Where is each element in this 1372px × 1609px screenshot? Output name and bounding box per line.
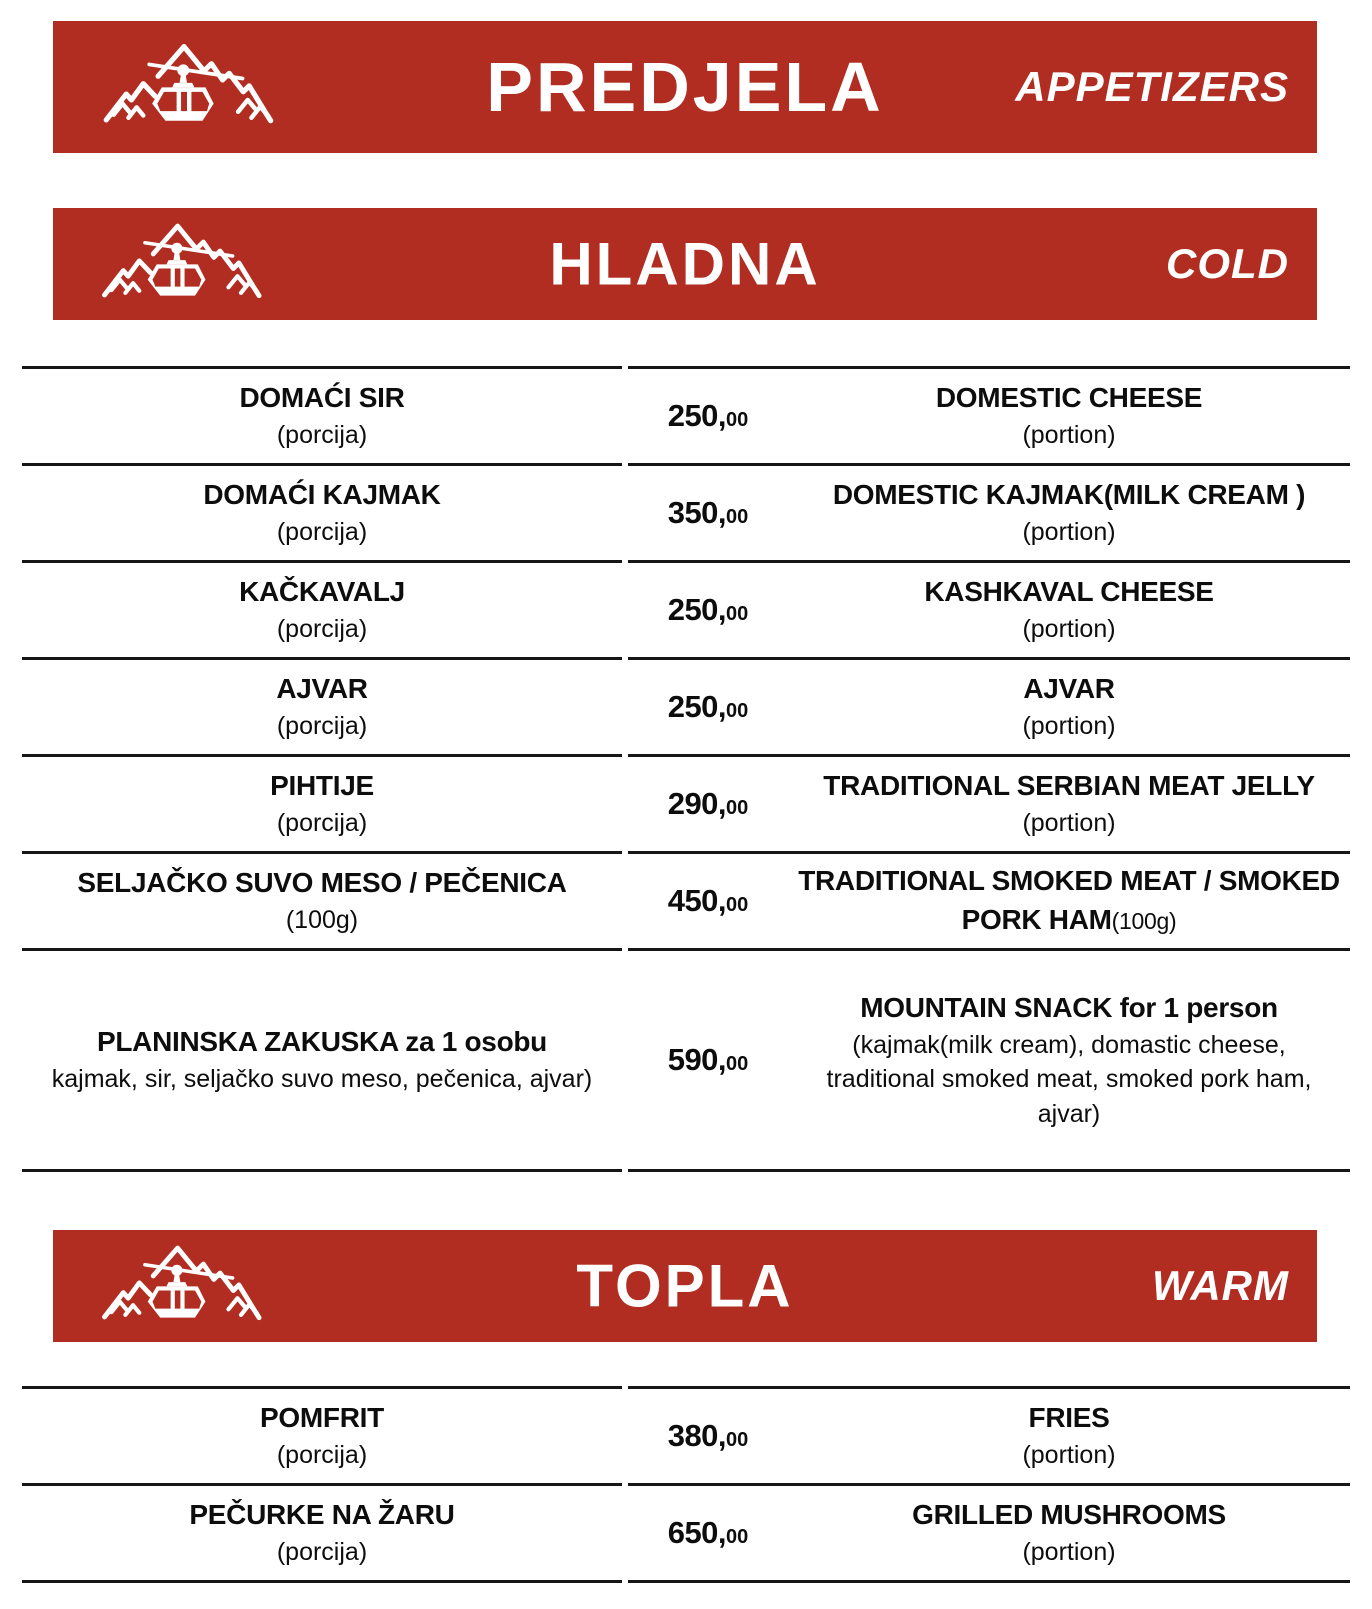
- item-weight-note: (100g): [1111, 908, 1177, 934]
- price-english-cell-group: [628, 466, 1350, 563]
- item-serbian-cell: [22, 854, 622, 951]
- item-name-english: TRADITIONAL SERBIAN MEAT JELLY: [823, 770, 1315, 802]
- item-price: 350,00: [667, 495, 749, 530]
- item-description-serbian: (porcija): [276, 615, 368, 644]
- item-name-serbian: PIHTIJE: [270, 770, 374, 802]
- item-description-serbian: (porcija): [276, 809, 368, 838]
- cable-car-logo: [73, 1239, 285, 1333]
- cable-car-logo: [73, 217, 285, 311]
- item-description-english: (portion): [1022, 809, 1116, 838]
- item-price: 380,00: [667, 1418, 749, 1453]
- menu-item-row: [22, 660, 1350, 757]
- item-name-english: GRILLED MUSHROOMS: [912, 1499, 1226, 1531]
- banner-subtitle-cold: COLD: [1166, 240, 1289, 287]
- warm-appetizers-table: [22, 1386, 1350, 1583]
- item-price-cell: [628, 757, 788, 851]
- menu-item-row: [22, 854, 1350, 951]
- item-name-serbian: KAČKAVALJ: [239, 576, 405, 608]
- item-name-english: DOMESTIC CHEESE: [935, 382, 1203, 414]
- item-price-cell: [628, 563, 788, 657]
- price-english-cell-group: [628, 951, 1350, 1172]
- item-price-cell: [628, 369, 788, 463]
- item-name-serbian: DOMAĆI KAJMAK: [203, 479, 441, 511]
- item-description-serbian: (porcija): [276, 1441, 368, 1470]
- item-description-english: (portion): [1022, 518, 1116, 547]
- banner-subtitle-appetizers: APPETIZERS: [1015, 63, 1289, 110]
- menu-item-row: [22, 757, 1350, 854]
- banner-title-predjela: PREDJELA: [486, 48, 884, 126]
- item-price-cell: [628, 854, 788, 948]
- menu-item-row: [22, 563, 1350, 660]
- menu-item-row: [22, 466, 1350, 563]
- item-description-english: (portion): [1022, 615, 1116, 644]
- menu-item-row: [22, 1486, 1350, 1583]
- banner-title-hladna: HLADNA: [549, 230, 821, 298]
- banner-hladna-cold: [53, 208, 1317, 320]
- item-price: 250,00: [667, 689, 749, 724]
- item-english-cell: [788, 466, 1350, 560]
- item-description-serbian: (porcija): [276, 712, 368, 741]
- price-english-cell-group: [628, 660, 1350, 757]
- cold-appetizers-table: [22, 366, 1350, 1172]
- item-description-english: (kajmak(milk cream), domastic cheese, traditional smoked meat, smoked pork ham, ajvar): [826, 1030, 1312, 1128]
- item-english-cell: [788, 1389, 1350, 1483]
- item-description-english: (portion): [1022, 1538, 1116, 1567]
- item-english-cell: [788, 563, 1350, 657]
- item-english-cell: [788, 1486, 1350, 1580]
- item-name-english: KASHKAVAL CHEESE: [924, 576, 1214, 608]
- banner-title-topla: TOPLA: [576, 1252, 794, 1320]
- item-serbian-cell: [22, 366, 622, 466]
- item-price: 590,00: [667, 1042, 749, 1077]
- item-english-cell: [788, 369, 1350, 463]
- item-price: 250,00: [667, 592, 749, 627]
- menu-item-row: [22, 1386, 1350, 1486]
- item-price: 450,00: [667, 883, 749, 918]
- item-description-english: (portion): [1022, 1441, 1116, 1470]
- price-english-cell-group: [628, 1386, 1350, 1486]
- price-english-cell-group: [628, 366, 1350, 466]
- item-serbian-cell: [22, 466, 622, 563]
- item-price: 250,00: [667, 398, 749, 433]
- banner-topla-warm: [53, 1230, 1317, 1342]
- price-english-cell-group: [628, 563, 1350, 660]
- item-price-cell: [628, 466, 788, 560]
- cable-car-logo: [73, 37, 298, 137]
- item-price-cell: [628, 1486, 788, 1580]
- item-name-english: DOMESTIC KAJMAK(MILK CREAM ): [832, 479, 1306, 511]
- item-name-serbian: DOMAĆI SIR: [239, 382, 405, 414]
- item-price: 290,00: [667, 786, 749, 821]
- item-serbian-cell: [22, 1486, 622, 1583]
- price-english-cell-group: [628, 854, 1350, 951]
- item-description-serbian: (100g): [285, 906, 359, 935]
- item-description-serbian: (porcija): [276, 1538, 368, 1567]
- item-price-cell: [628, 660, 788, 754]
- menu-item-row: [22, 366, 1350, 466]
- item-price-cell: [628, 951, 788, 1169]
- price-english-cell-group: [628, 757, 1350, 854]
- item-name-english: AJVAR: [1023, 673, 1115, 705]
- item-name-serbian: SELJAČKO SUVO MESO / PEČENICA: [77, 867, 567, 899]
- item-name-english: FRIES: [1028, 1402, 1110, 1434]
- banner-predjela-appetizers: [53, 21, 1317, 153]
- item-name-english: TRADITIONAL SMOKED MEAT / SMOKED PORK HAM(100g): [798, 865, 1340, 935]
- cable-car-mountain-icon: [73, 37, 298, 137]
- item-english-cell: [788, 854, 1350, 948]
- item-name-serbian: POMFRIT: [260, 1402, 384, 1434]
- item-name-serbian: PLANINSKA ZAKUSKA za 1 osobu: [97, 1026, 547, 1058]
- price-english-cell-group: [628, 1486, 1350, 1583]
- item-description-serbian: (porcija): [276, 518, 368, 547]
- item-price-cell: [628, 1389, 788, 1483]
- item-description-english: (portion): [1022, 421, 1116, 450]
- item-name-serbian: AJVAR: [276, 673, 368, 705]
- banner-subtitle-warm: WARM: [1152, 1262, 1289, 1309]
- item-english-cell: [788, 660, 1350, 754]
- item-serbian-cell: [22, 660, 622, 757]
- item-english-cell: [788, 951, 1350, 1169]
- item-serbian-cell: [22, 1386, 622, 1486]
- item-serbian-cell: [22, 757, 622, 854]
- item-name-english: MOUNTAIN SNACK for 1 person: [860, 991, 1278, 1023]
- menu-item-row: [22, 951, 1350, 1172]
- item-english-cell: [788, 757, 1350, 851]
- item-description-serbian: kajmak, sir, seljačko suvo meso, pečenica, ajvar): [51, 1065, 593, 1094]
- item-price: 650,00: [667, 1515, 749, 1550]
- cable-car-mountain-icon: [73, 1239, 285, 1333]
- item-serbian-cell: [22, 951, 622, 1172]
- item-description-serbian: (porcija): [276, 421, 368, 450]
- item-description-english: (portion): [1022, 712, 1116, 741]
- item-name-serbian: PEČURKE NA ŽARU: [189, 1499, 455, 1531]
- cable-car-mountain-icon: [73, 217, 285, 311]
- item-serbian-cell: [22, 563, 622, 660]
